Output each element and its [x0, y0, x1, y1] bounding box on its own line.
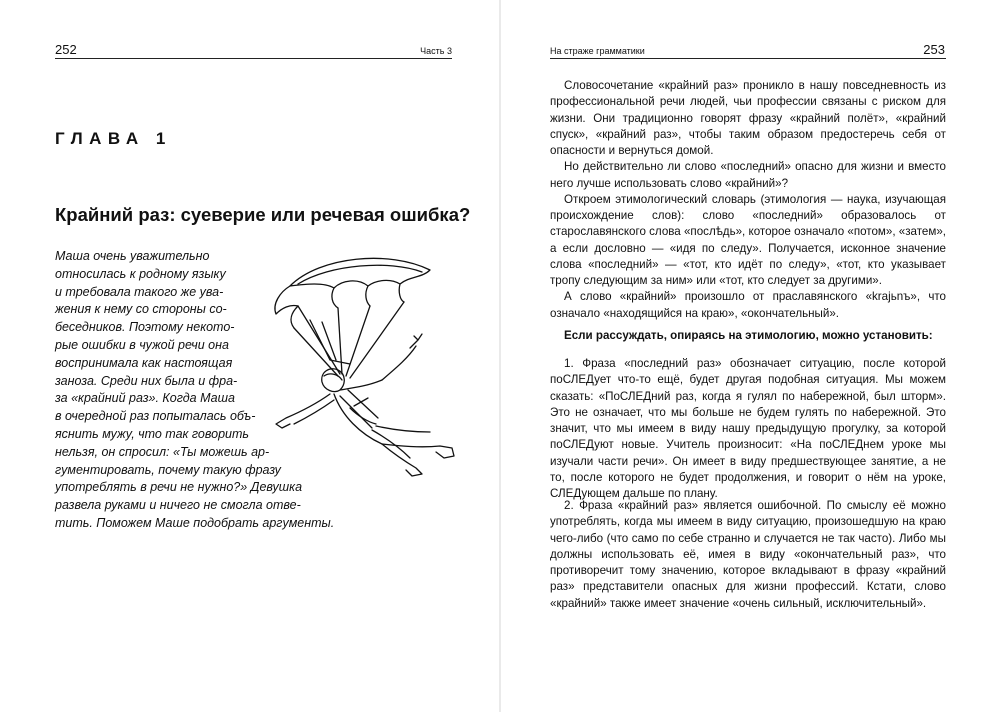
- paragraph: Словосочетание «крайний раз» проникло в нашу повседневность из профессиональной речи людей, чьи профессии связаны с риском для жизни. Они традиционно говорят фразу «крайний полёт», «крайний спуск», «крайний раз», чтобы таким образом предостеречь себя от опасности и вернуться домой.: [550, 79, 946, 157]
- epigraph-line: гументировать, почему такую фразу: [55, 462, 281, 477]
- epigraph-line: нельзя, он спросил: «Ты можешь ар-: [55, 444, 270, 459]
- epigraph-line: беседников. Поэтому некото-: [55, 320, 235, 335]
- left-header-rule: [55, 58, 452, 59]
- epigraph-line: заноза. Среди них была и фра-: [55, 373, 238, 388]
- right-running-head: На страже грамматики: [550, 46, 645, 56]
- epigraph-line: Маша очень уважительно: [55, 249, 210, 263]
- epigraph-line: употреблять в речи не нужно?» Девушка: [55, 480, 303, 495]
- epigraph-line: в очередной раз попыталась объ-: [55, 409, 256, 424]
- point-two-block: [550, 498, 946, 612]
- epigraph-line: яснить мужу, что так говорить: [55, 427, 249, 441]
- epigraph-line: и требовала такого же ува-: [55, 284, 224, 299]
- paragraph: Откроем этимологический словарь (этимология — наука, изучающая происхождение слов): слово «последний» образовалось от старославянского слова «послѣдь», которое означало «потом», «затем», а если дословно — «идя по следу». Получается, исконное значение слова «последний» — «тот, кто идёт по следу», «тот, кто указывает тропу следующим за ним» или «тот, кто следует за другими».: [550, 192, 947, 287]
- section-heading: Если рассуждать, опираясь на этимологию, можно установить:: [564, 329, 933, 342]
- bold-heading-block: [550, 328, 946, 344]
- epigraph-line: воспринимала как настоящая: [55, 355, 233, 370]
- right-page-number: 253: [923, 42, 945, 57]
- parachutist-illustration: [250, 248, 470, 478]
- paragraph: Но действительно ли слово «последний» опасно для жизни и вместо него лучше использовать слово «крайний»?: [550, 160, 946, 190]
- point-two: 2. Фраза «крайний раз» является ошибочной. По смыслу её можно употреблять, когда мы имеем в виду ситуацию, произошедшую на краю чего-либо (что само по себе странно и случается не так часто). Либо мы должны использовать её, имея в виду «окончательный раз», что противоречит тому значению, которое вкладывают в фразу «крайний раз» представители опасных для жизни профессий. Кстати, слово «крайний» также имеет значение «очень сильный, исключительный».: [550, 499, 946, 610]
- chapter-heading: ГЛАВА 1: [55, 129, 172, 148]
- epigraph-line: жения к нему со стороны со-: [55, 302, 227, 317]
- epigraph-line: тить. Поможем Маше подобрать аргументы.: [55, 516, 335, 530]
- epigraph-line: рые ошибки в чужой речи она: [55, 338, 229, 352]
- epigraph-line: развела руками и ничего не смогла отве-: [55, 498, 301, 513]
- point-one-block: [550, 356, 946, 502]
- intro-paragraphs: [550, 78, 946, 322]
- left-page-number: 252: [55, 42, 77, 57]
- epigraph-line: относилась к родному языку: [55, 266, 226, 281]
- right-header-rule: [550, 58, 946, 59]
- left-running-head: Часть 3: [420, 46, 452, 56]
- paragraph: А слово «крайний» произошло от праславянского «krajьnъ», что означало «находящийся на краю», «окончательный».: [550, 290, 946, 320]
- epigraph-line: за «крайний раз». Когда Маша: [55, 391, 235, 406]
- chapter-title: Крайний раз: суеверие или речевая ошибка?: [55, 204, 471, 225]
- point-one: 1. Фраза «последний раз» обозначает ситуацию, после которой поСЛЕДует что-то ещё, будет другая подобная ситуация. Мы можем сказать: «ПоСЛЕДний раз, когда я гулял по набережной, был шторм». Это не означает, что мы больше не будем гулять по набережной. Это значит, что мы имеем в виду нашу предыдущую прогулку, за которой поСЛЕДуют новые. Учитель произносит: «На поСЛЕДнем уроке мы изучали части речи». Он имеет в виду предшествующее занятие, а не то, после которого не будет продолжения, и говорит о нём на уроке, СЛЕДующем дальше по плану.: [550, 357, 946, 500]
